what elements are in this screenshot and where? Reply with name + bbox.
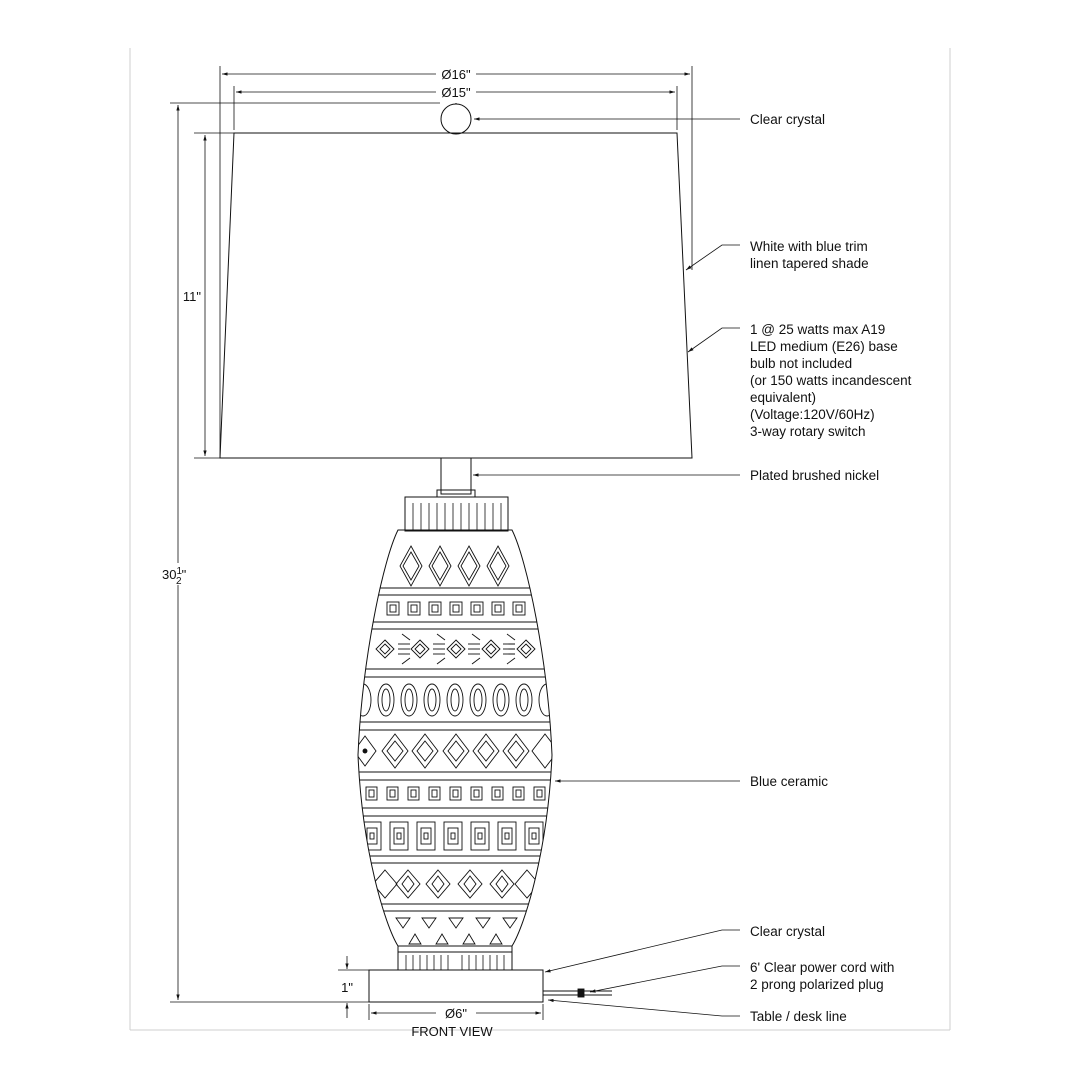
neck-rod <box>441 458 471 494</box>
body-callout: Blue ceramic <box>750 774 829 789</box>
shade-diameter-label: Ø15" <box>441 85 471 100</box>
diamond-row-1 <box>400 546 509 586</box>
table-callout: Table / desk line <box>750 1009 847 1024</box>
dimension-labels <box>160 66 476 1021</box>
power-cord <box>543 989 612 997</box>
outer-diameter-label: Ø16" <box>441 67 471 82</box>
view-label: FRONT VIEW <box>411 1024 493 1039</box>
total-height-label: $30^1$ 2" <box>162 566 187 587</box>
collar-flutes <box>413 503 501 531</box>
shade-callout: White with blue trim linen tapered shade <box>750 239 869 271</box>
lamp-shade <box>220 133 692 458</box>
crystal-finial <box>441 104 471 134</box>
base-height-label: 1" <box>341 980 353 995</box>
crystal-base <box>369 970 543 1002</box>
oval-row <box>355 684 555 716</box>
ceramic-body <box>358 530 552 946</box>
dimension-lines <box>170 66 692 1020</box>
collar <box>405 497 508 531</box>
triangle-rows <box>396 918 517 944</box>
bulb-callout: 1 @ 25 watts max A19 LED medium (E26) base bulb not included (or 150 watts incandescent equivalent) (Voltage:120V/60Hz) 3-way rotary switch <box>750 322 912 439</box>
drawing-frame <box>130 48 950 1030</box>
crystal-foot <box>398 952 512 970</box>
square-row-1 <box>387 602 525 615</box>
callout-leaders <box>473 119 740 1016</box>
foot-ring <box>398 946 512 952</box>
base-callout: Clear crystal <box>750 924 826 939</box>
foot-flutes <box>406 955 504 970</box>
square-row-2 <box>366 787 545 800</box>
lamp <box>220 103 692 1002</box>
finial-callout: Clear crystal <box>750 112 826 127</box>
small-diamond-row <box>376 634 535 664</box>
base-diameter-label: Ø6" <box>445 1006 467 1021</box>
shade-height-label: 11" <box>182 289 201 304</box>
diamond-row-2 <box>354 734 558 768</box>
nested-square-row <box>363 822 543 850</box>
body-pattern <box>340 546 570 944</box>
cord-callout: 6' Clear power cord with 2 prong polarized plug <box>750 960 895 992</box>
neck-callout: Plated brushed nickel <box>750 468 880 483</box>
diamond-row-3 <box>373 870 539 898</box>
